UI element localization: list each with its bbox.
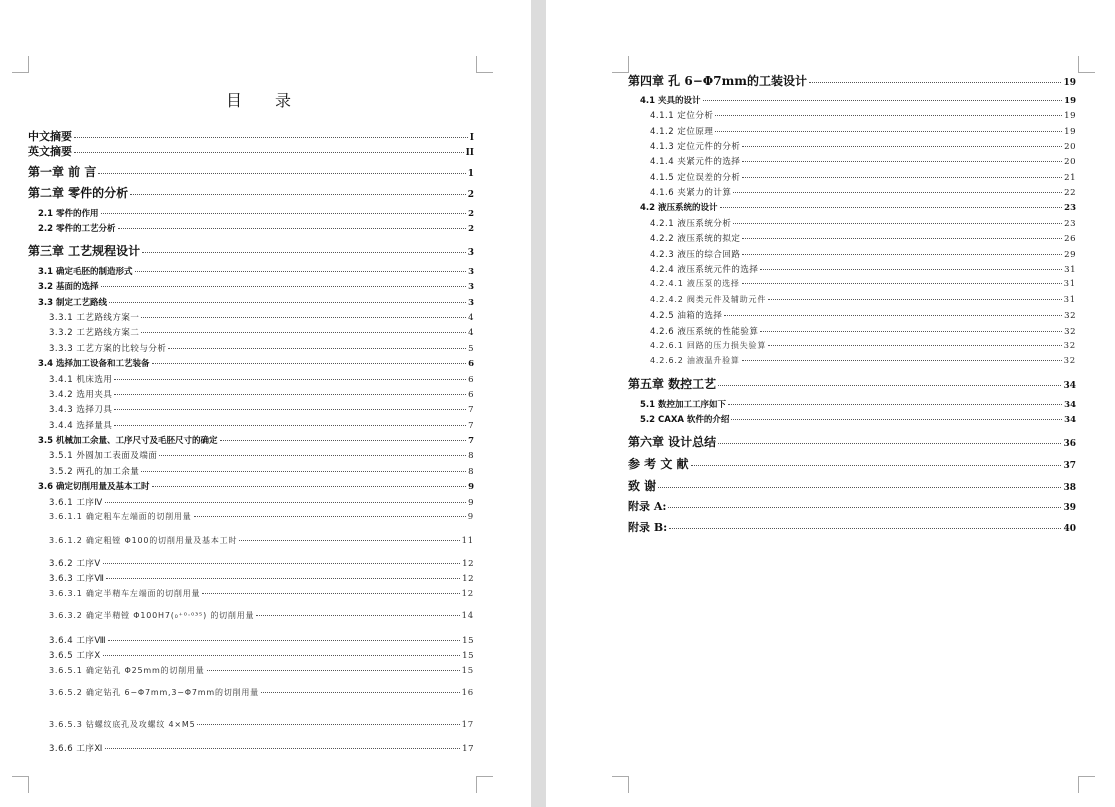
toc-entry-title: 4.1.6 夹紧力的计算 — [650, 188, 732, 198]
toc-entry-page: 6 — [468, 359, 474, 369]
toc-entry-page: I — [469, 133, 474, 143]
toc-leader-dots — [141, 317, 466, 318]
toc-entry-title: 4.2.6.1 回路的压力损失验算 — [650, 341, 767, 350]
toc-entry[interactable] — [49, 687, 474, 698]
toc-leader-dots — [194, 516, 466, 517]
toc-entry[interactable] — [49, 665, 474, 676]
toc-entry-title: 4.1.1 定位分析 — [650, 111, 714, 121]
toc-entry-title: 4.2.3 液压的综合回路 — [650, 250, 741, 260]
toc-entry[interactable] — [28, 184, 474, 201]
toc-entry-title: 3.3.3 工艺方案的比较与分析 — [49, 344, 167, 354]
toc-entry-title: 2.2 零件的工艺分析 — [38, 224, 116, 234]
toc-entry[interactable] — [49, 403, 474, 415]
toc-entry[interactable] — [49, 535, 474, 546]
toc-entry[interactable] — [650, 294, 1076, 305]
toc-entry-page: 23 — [1064, 219, 1076, 229]
toc-entry-page: 9 — [467, 512, 474, 522]
toc-entry-title: 第五章 数控工艺 — [628, 377, 717, 391]
toc-entry-page: 21 — [1064, 173, 1076, 183]
toc-entry-page: 7 — [468, 405, 474, 415]
toc-leader-dots — [703, 100, 1063, 101]
toc-entry-page: 23 — [1064, 203, 1076, 213]
toc-entry-title: 参 考 文 献 — [628, 457, 689, 471]
toc-entry[interactable] — [650, 263, 1076, 275]
toc-leader-dots — [109, 302, 466, 303]
toc-entry-title: 4.2.4.2 阀类元件及辅助元件 — [650, 295, 767, 304]
toc-entry[interactable] — [650, 309, 1076, 321]
toc-entry[interactable] — [28, 163, 474, 180]
toc-entry[interactable] — [49, 419, 474, 431]
toc-entry-title: 3.5 机械加工余量、工序尺寸及毛胚尺寸的确定 — [38, 436, 218, 446]
toc-entry-page: 3 — [468, 267, 474, 277]
toc-entry-page: 34 — [1063, 381, 1076, 391]
toc-leader-dots — [118, 228, 467, 229]
toc-entry-page: 32 — [1064, 311, 1076, 321]
toc-leader-dots — [768, 299, 1061, 300]
toc-entry[interactable] — [49, 311, 474, 323]
toc-leader-dots — [715, 115, 1062, 116]
toc-entry-page: 14 — [461, 611, 474, 621]
toc-entry-title: 3.4.2 选用夹具 — [49, 390, 113, 400]
page-gutter — [531, 0, 546, 807]
crop-mark — [476, 776, 493, 793]
toc-entry-title: 3.4 选择加工设备和工艺装备 — [38, 359, 150, 369]
toc-leader-dots — [114, 409, 466, 410]
toc-leader-dots — [261, 692, 460, 693]
toc-entry-title: 4.2.6.2 油液温升验算 — [650, 356, 740, 365]
toc-leader-dots — [768, 345, 1061, 346]
toc-entry[interactable] — [650, 171, 1076, 183]
toc-entry-title: 4.1.5 定位误差的分析 — [650, 173, 741, 183]
toc-entry-title: 4.2.2 液压系统的拟定 — [650, 234, 741, 244]
toc-entry-page: 31 — [1063, 279, 1076, 289]
crop-mark — [1078, 776, 1095, 793]
toc-entry-page: 26 — [1064, 234, 1076, 244]
toc-leader-dots — [239, 540, 459, 541]
toc-entry-title: 4.2.5 油箱的选择 — [650, 311, 723, 321]
toc-entry[interactable] — [650, 278, 1076, 289]
toc-leader-dots — [718, 385, 1061, 386]
toc-entry-title: 4.1.3 定位元件的分析 — [650, 142, 741, 152]
toc-entry-page: 15 — [462, 651, 474, 661]
toc-entry[interactable] — [650, 355, 1076, 366]
toc-entry-title: 3.1 确定毛胚的制造形式 — [38, 267, 133, 277]
toc-entry-title: 附录 A: — [628, 500, 667, 513]
toc-entry-title: 4.2.1 液压系统分析 — [650, 219, 732, 229]
toc-entry-title: 3.6.2 工序Ⅴ — [49, 559, 101, 569]
toc-entry[interactable] — [650, 125, 1076, 137]
toc-entry-page: 8 — [468, 451, 474, 461]
toc-entry-page: 32 — [1063, 356, 1076, 366]
toc-entry[interactable] — [38, 434, 474, 446]
toc-entry-title: 3.6.5 工序Ⅹ — [49, 651, 101, 661]
toc-leader-dots — [114, 379, 466, 380]
toc-entry-page: 4 — [468, 313, 474, 323]
toc-entry[interactable] — [49, 719, 474, 730]
toc-entry-title: 3.6 确定切削用量及基本工时 — [38, 482, 150, 492]
toc-entry[interactable] — [650, 340, 1076, 351]
toc-entry[interactable] — [628, 72, 1076, 89]
toc-entry-title: 第三章 工艺规程设计 — [28, 244, 141, 258]
toc-leader-dots — [114, 425, 466, 426]
toc-entry[interactable] — [628, 455, 1076, 472]
toc-entry-title: 第一章 前 言 — [28, 165, 97, 179]
toc-entry-title: 3.6.3 工序Ⅶ — [49, 574, 105, 584]
toc-entry-page: 16 — [461, 688, 474, 698]
toc-entry-page: 3 — [468, 282, 474, 292]
toc-entry[interactable] — [38, 280, 474, 292]
toc-entry-title: 附录 B: — [628, 521, 668, 534]
toc-leader-dots — [114, 394, 466, 395]
toc-entry-page: 9 — [468, 482, 474, 492]
toc-entry[interactable] — [628, 375, 1076, 392]
toc-entry[interactable] — [640, 398, 1076, 410]
toc-entry[interactable] — [640, 201, 1076, 213]
toc-entry-page: 32 — [1064, 327, 1076, 337]
toc-entry[interactable] — [49, 572, 474, 584]
toc-entry[interactable] — [640, 413, 1076, 425]
toc-entry-title: 4.2 液压系统的设计 — [640, 203, 718, 213]
toc-entry-title: 5.1 数控加工工序如下 — [640, 400, 727, 410]
toc-entry-page: 22 — [1064, 188, 1076, 198]
toc-entry[interactable] — [49, 449, 474, 461]
toc-leader-dots — [720, 207, 1063, 208]
toc-leader-dots — [742, 360, 1062, 361]
toc-entry-title: 第四章 孔 6−Φ7mm的工装设计 — [628, 74, 807, 88]
toc-leader-dots — [202, 593, 459, 594]
toc-leader-dots — [141, 332, 466, 333]
toc-entry-page: 36 — [1063, 439, 1076, 449]
toc-entry-page: 11 — [461, 536, 474, 546]
toc-leader-dots — [74, 137, 468, 138]
toc-entry-title: 3.3 制定工艺路线 — [38, 298, 108, 308]
toc-leader-dots — [742, 254, 1062, 255]
toc-entry-title: 3.6.4 工序Ⅷ — [49, 636, 107, 646]
toc-entry-page: 3 — [467, 248, 474, 258]
toc-entry-title: 2.1 零件的作用 — [38, 209, 99, 219]
toc-entry-page: 29 — [1064, 250, 1076, 260]
toc-entry-title: 英文摘要 — [28, 145, 72, 158]
toc-entry-title: 3.6.1.2 确定粗镗 Φ100的切削用量及基本工时 — [49, 536, 238, 545]
toc-entry-page: 19 — [1064, 127, 1076, 137]
toc-leader-dots — [742, 177, 1062, 178]
toc-entry[interactable] — [49, 511, 474, 522]
toc-entry[interactable] — [49, 588, 474, 599]
toc-entry[interactable] — [49, 388, 474, 400]
crop-mark — [12, 776, 29, 793]
toc-entry[interactable] — [49, 342, 474, 354]
toc-entry-page: 12 — [462, 559, 474, 569]
toc-entry[interactable] — [628, 477, 1076, 494]
toc-entry-title: 3.3.1 工艺路线方案一 — [49, 313, 140, 323]
toc-entry-title: 4.2.4.1 液压泵的选择 — [650, 279, 740, 288]
toc-leader-dots — [105, 502, 466, 503]
toc-entry[interactable] — [650, 109, 1076, 121]
toc-entry[interactable] — [650, 155, 1076, 167]
toc-entry-page: 6 — [468, 390, 474, 400]
toc-entry[interactable] — [628, 498, 1076, 514]
toc-leader-dots — [742, 238, 1062, 239]
toc-leader-dots — [733, 192, 1062, 193]
toc-entry-title: 3.6.5.2 确定钻孔 6−Φ7mm,3−Φ7mm的切削用量 — [49, 688, 259, 697]
toc-leader-dots — [718, 443, 1061, 444]
toc-entry-title: 3.6.1.1 确定粗车左端面的切削用量 — [49, 512, 192, 521]
toc-entry-title: 3.5.1 外圆加工表面及端面 — [49, 451, 158, 461]
toc-entry[interactable] — [49, 465, 474, 477]
toc-entry[interactable] — [38, 296, 474, 308]
toc-leader-dots — [197, 724, 459, 725]
toc-entry-page: 1 — [467, 169, 474, 179]
toc-entry-title: 中文摘要 — [28, 130, 72, 143]
toc-entry[interactable] — [650, 217, 1076, 229]
toc-leader-dots — [130, 194, 466, 195]
toc-entry-title: 3.6.1 工序Ⅳ — [49, 498, 103, 508]
toc-entry-title: 3.6.3.2 确定半精镗 Φ100H7(₀⁺⁰·⁰³⁵) 的切削用量 — [49, 611, 255, 620]
toc-entry[interactable] — [38, 357, 474, 369]
toc-leader-dots — [715, 131, 1062, 132]
toc-entry-page: II — [465, 148, 474, 158]
toc-title: 目 录 — [225, 91, 306, 110]
toc-leader-dots — [742, 146, 1062, 147]
toc-entry-page: 31 — [1064, 265, 1076, 275]
toc-leader-dots — [103, 655, 461, 656]
toc-entry-page: 4 — [468, 328, 474, 338]
toc-entry-title: 3.4.1 机床选用 — [49, 375, 113, 385]
toc-entry[interactable] — [38, 480, 474, 492]
toc-leader-dots — [101, 286, 467, 287]
toc-leader-dots — [105, 748, 460, 749]
toc-entry-page: 9 — [468, 498, 474, 508]
toc-entry[interactable] — [628, 519, 1076, 535]
toc-entry[interactable] — [650, 248, 1076, 260]
toc-entry-page: 2 — [467, 190, 474, 200]
toc-leader-dots — [152, 363, 467, 364]
toc-entry[interactable] — [650, 140, 1076, 152]
toc-entry-page: 7 — [468, 436, 474, 446]
toc-leader-dots — [742, 161, 1062, 162]
toc-entry-page: 15 — [461, 666, 474, 676]
toc-entry[interactable] — [49, 557, 474, 569]
toc-entry[interactable] — [49, 610, 474, 621]
toc-leader-dots — [98, 173, 465, 174]
crop-mark — [1078, 56, 1095, 73]
toc-entry-title: 3.6.6 工序Ⅺ — [49, 744, 103, 754]
toc-leader-dots — [101, 213, 467, 214]
toc-entry-page: 31 — [1063, 295, 1076, 305]
toc-entry[interactable] — [628, 433, 1076, 450]
toc-entry-title: 3.2 基面的选择 — [38, 282, 99, 292]
toc-entry[interactable] — [49, 326, 474, 338]
toc-entry-title: 3.3.2 工艺路线方案二 — [49, 328, 140, 338]
toc-leader-dots — [220, 440, 467, 441]
toc-entry[interactable] — [28, 128, 474, 144]
toc-entry[interactable] — [640, 94, 1076, 106]
toc-leader-dots — [103, 563, 461, 564]
toc-leader-dots — [256, 615, 459, 616]
toc-entry-page: 34 — [1064, 415, 1076, 425]
toc-leader-dots — [724, 315, 1062, 316]
toc-entry-page: 8 — [468, 467, 474, 477]
toc-leader-dots — [668, 507, 1061, 508]
toc-leader-dots — [142, 252, 466, 253]
toc-leader-dots — [733, 223, 1062, 224]
toc-entry[interactable] — [28, 242, 474, 259]
toc-entry[interactable] — [49, 634, 474, 646]
toc-entry-page: 32 — [1063, 341, 1076, 351]
toc-entry-title: 3.4.4 选择量具 — [49, 421, 113, 431]
toc-leader-dots — [669, 528, 1061, 529]
toc-entry[interactable] — [38, 265, 474, 277]
toc-entry-title: 3.6.3.1 确定半精车左端面的切削用量 — [49, 589, 201, 598]
toc-entry-title: 4.1.2 定位原理 — [650, 127, 714, 137]
toc-leader-dots — [106, 578, 460, 579]
toc-leader-dots — [809, 82, 1062, 83]
crop-mark — [612, 776, 629, 793]
toc-leader-dots — [691, 465, 1062, 466]
toc-entry-page: 17 — [462, 744, 474, 754]
toc-entry-title: 3.4.3 选择刀具 — [49, 405, 113, 415]
toc-leader-dots — [74, 152, 464, 153]
toc-entry-page: 17 — [461, 720, 474, 730]
toc-entry-title: 4.1 夹具的设计 — [640, 96, 701, 106]
crop-mark — [612, 56, 629, 73]
toc-entry-page: 6 — [468, 375, 474, 385]
toc-entry[interactable] — [38, 222, 474, 234]
toc-entry-title: 3.6.5.3 钻螺纹底孔及攻螺纹 4×M5 — [49, 720, 196, 729]
toc-entry-page: 34 — [1064, 400, 1076, 410]
toc-entry-page: 38 — [1063, 483, 1076, 493]
toc-leader-dots — [760, 269, 1062, 270]
toc-entry-page: 2 — [468, 209, 474, 219]
toc-entry-page: 19 — [1063, 78, 1076, 88]
toc-entry-page: 12 — [462, 574, 474, 584]
toc-entry-title: 第六章 设计总结 — [628, 435, 717, 449]
toc-entry-title: 4.1.4 夹紧元件的选择 — [650, 157, 741, 167]
toc-entry-page: 7 — [468, 421, 474, 431]
toc-entry-page: 20 — [1064, 142, 1076, 152]
toc-leader-dots — [168, 348, 466, 349]
toc-entry[interactable] — [28, 143, 474, 159]
toc-entry-page: 5 — [468, 344, 474, 354]
toc-leader-dots — [108, 640, 460, 641]
toc-entry-title: 4.2.4 液压系统元件的选择 — [650, 265, 759, 275]
toc-entry-title: 4.2.6 液压系统的性能验算 — [650, 327, 759, 337]
toc-leader-dots — [135, 271, 467, 272]
toc-entry-page: 37 — [1063, 461, 1076, 471]
toc-entry-title: 3.5.2 两孔的加工余量 — [49, 467, 140, 477]
toc-entry-title: 致 谢 — [628, 479, 657, 493]
toc-entry-title: 5.2 CAXA 软件的介绍 — [640, 415, 730, 425]
toc-leader-dots — [742, 283, 1062, 284]
toc-leader-dots — [760, 331, 1062, 332]
toc-entry-page: 3 — [468, 298, 474, 308]
toc-leader-dots — [658, 487, 1061, 488]
toc-entry-page: 12 — [461, 589, 474, 599]
toc-entry-page: 2 — [468, 224, 474, 234]
toc-entry[interactable] — [49, 742, 474, 754]
toc-entry[interactable] — [49, 496, 474, 508]
toc-entry[interactable] — [650, 325, 1076, 337]
toc-leader-dots — [728, 404, 1062, 405]
toc-entry-page: 19 — [1064, 111, 1076, 121]
toc-leader-dots — [207, 670, 460, 671]
toc-entry-page: 40 — [1063, 524, 1076, 534]
toc-entry-page: 19 — [1064, 96, 1076, 106]
toc-leader-dots — [159, 455, 466, 456]
toc-entry[interactable] — [49, 373, 474, 385]
toc-entry-title: 3.6.5.1 确定钻孔 Φ25mm的切削用量 — [49, 666, 205, 675]
toc-entry[interactable] — [38, 207, 474, 219]
crop-mark — [476, 56, 493, 73]
toc-entry-title: 第二章 零件的分析 — [28, 186, 129, 200]
toc-entry-page: 20 — [1064, 157, 1076, 167]
toc-entry[interactable] — [650, 186, 1076, 198]
toc-leader-dots — [152, 486, 467, 487]
toc-entry[interactable] — [49, 649, 474, 661]
toc-entry[interactable] — [650, 232, 1076, 244]
toc-leader-dots — [731, 419, 1062, 420]
toc-leader-dots — [141, 471, 466, 472]
toc-entry-page: 39 — [1063, 503, 1076, 513]
toc-entry-page: 15 — [462, 636, 474, 646]
crop-mark — [12, 56, 29, 73]
